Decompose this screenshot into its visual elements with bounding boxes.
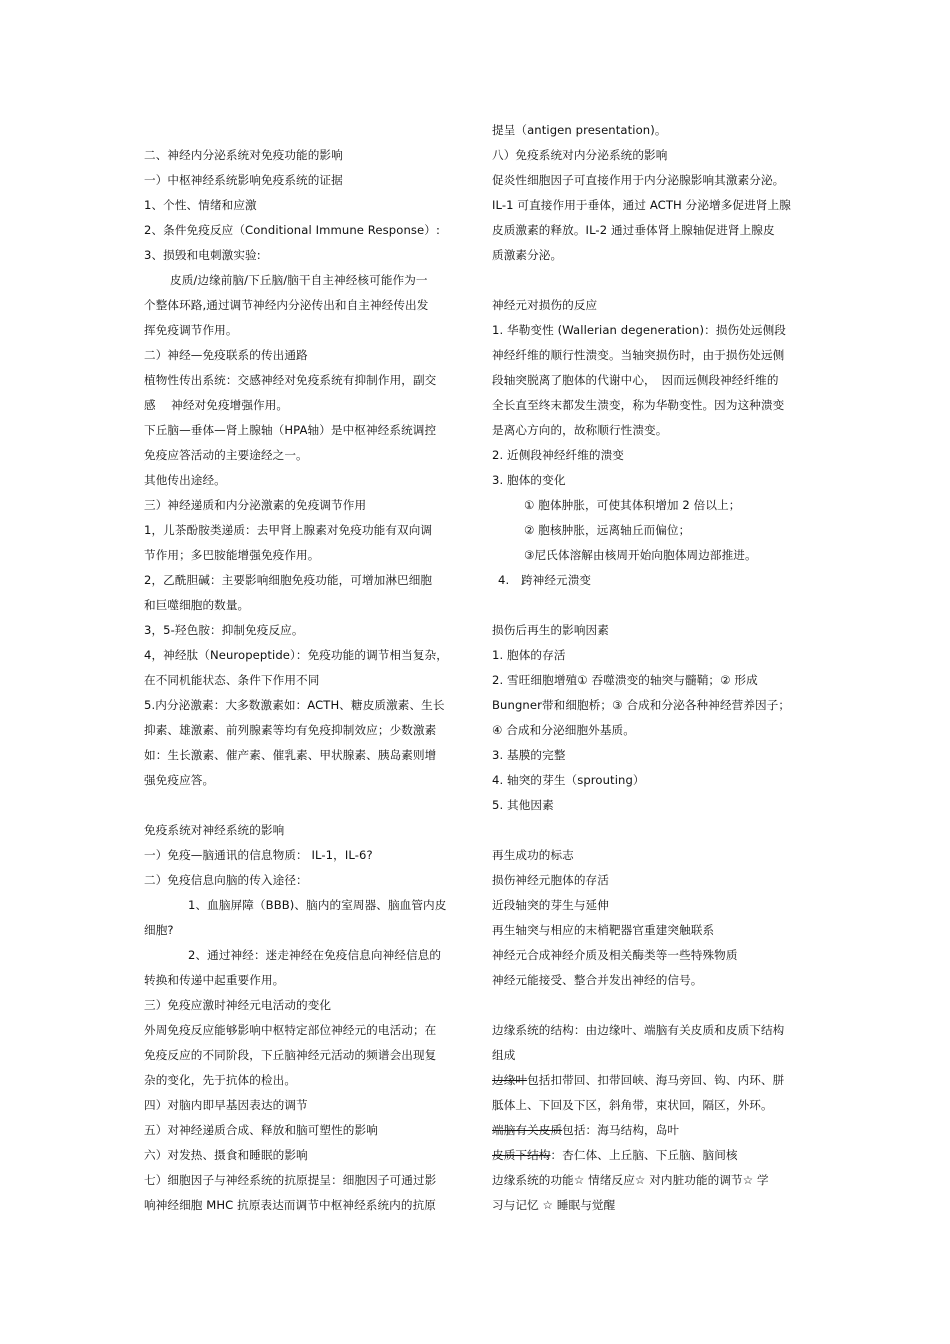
blank-line — [492, 818, 810, 843]
text-line: 抑素、雄激素、前列腺素等均有免疫抑制效应；少数激素 — [144, 723, 437, 737]
subsection-heading: 二）神经—免疫联系的传出通路 — [144, 348, 308, 362]
text-line: 响神经细胞 MHC 抗原表达而调节中枢神经系统内的抗原 — [144, 1198, 436, 1212]
text-line: ③尼氏体溶解由核周开始向胞体周边部推进。 — [524, 548, 757, 562]
text-line: 4. 跨神经元溃变 — [498, 573, 592, 587]
text-line: 外周免疫反应能够影响中枢特定部位神经元的电活动；在 — [144, 1023, 437, 1037]
text-line — [492, 1143, 810, 1168]
subsection-heading: 一）中枢神经系统影响免疫系统的证据 — [144, 173, 343, 187]
text-line: 3. 基膜的完整 — [492, 748, 566, 762]
text-line: 1、血脑屏障（BBB)、脑内的室周器、脑血管内皮 — [188, 898, 447, 912]
text-line: 杂的变化，先于抗体的检出。 — [144, 1073, 297, 1087]
right-column — [492, 118, 810, 1218]
text-line: Bungner带和细胞桥；③ 合成和分泌各种神经营养因子； — [492, 698, 791, 712]
subsection-heading: 七）细胞因子与神经系统的抗原提呈：细胞因子可通过影 — [144, 1173, 437, 1187]
struck-term: 皮质下结构 — [492, 1148, 551, 1162]
text-line: 节作用；多巴胺能增强免疫作用。 — [144, 548, 320, 562]
text-line: ④ 合成和分泌细胞外基质。 — [492, 723, 635, 737]
subsection-heading: 四）对脑内即早基因表达的调节 — [144, 1098, 308, 1112]
blank-line — [492, 993, 810, 1018]
text-line: 2. 雪旺细胞增殖① 吞噬溃变的轴突与髓鞘；② 形成 — [492, 673, 758, 687]
text-line: 神经纤维的顺行性溃变。当轴突损伤时，由于损伤处远侧 — [492, 348, 785, 362]
text-line: 和巨噬细胞的数量。 — [144, 598, 250, 612]
blank-line — [144, 793, 462, 818]
text-line: 强免疫应答。 — [144, 773, 215, 787]
blank-line — [492, 268, 810, 293]
text-line: 1. 华勒变性 (Wallerian degeneration)：损伤处远侧段 — [492, 323, 786, 337]
text-line: 个整体环路,通过调节神经内分泌传出和自主神经传出发 — [144, 298, 429, 312]
text-line: 转换和传递中起重要作用。 — [144, 973, 285, 987]
text-line: 促炎性细胞因子可直接作用于内分泌腺影响其激素分泌。 — [492, 173, 785, 187]
text-line: 3，5-羟色胺：抑制免疫反应。 — [144, 623, 304, 637]
subsection-heading: 二）免疫信息向脑的传入途径： — [144, 873, 308, 887]
text-line: 边缘系统的结构：由边缘叶、端脑有关皮质和皮质下结构 — [492, 1023, 785, 1037]
text-line: 神经元合成神经介质及相关酶类等一些特殊物质 — [492, 948, 738, 962]
struck-term: 端脑有关皮质 — [492, 1123, 563, 1137]
subsection-heading: 六）对发热、摄食和睡眠的影响 — [144, 1148, 308, 1162]
blank-line — [144, 118, 462, 143]
text-line: 如：生长激素、催产素、催乳素、甲状腺素、胰岛素则增 — [144, 748, 437, 762]
text-line: 植物性传出系统：交感神经对免疫系统有抑制作用，副交 — [144, 373, 437, 387]
text-line: 质激素分泌。 — [492, 248, 563, 262]
text-fragment: 包括：海马结构，岛叶 — [562, 1123, 680, 1137]
text-line: 组成 — [492, 1048, 516, 1062]
text-line: 3. 胞体的变化 — [492, 473, 566, 487]
text-line: 在不同机能状态、条件下作用不同 — [144, 673, 320, 687]
subsection-heading: 一）免疫—脑通讯的信息物质： IL-1，IL-6? — [144, 848, 373, 862]
text-line: 全长直至终末都发生溃变，称为华勒变性。因为这种溃变 — [492, 398, 785, 412]
text-line: 2、通过神经：迷走神经在免疫信息向神经信息的 — [188, 948, 442, 962]
text-line: 2、条件免疫反应（Conditional Immune Response）: — [144, 223, 440, 237]
text-fragment: 包括扣带回、扣带回峡、海马旁回、钩、内环、胼 — [527, 1073, 785, 1087]
text-line: ① 胞体肿胀，可使其体积增加 2 倍以上； — [524, 498, 741, 512]
text-line: 1. 胞体的存活 — [492, 648, 566, 662]
text-line: 段轴突脱离了胞体的代谢中心， 因而远侧段神经纤维的 — [492, 373, 779, 387]
text-line: 感 神经对免疫增强作用。 — [144, 398, 289, 412]
struck-term: 边缘叶 — [492, 1073, 528, 1087]
text-line: 3、损毁和电刺激实验: — [144, 248, 261, 262]
text-line: 习与记忆 ☆ 睡眠与觉醒 — [492, 1198, 616, 1212]
text-line: 1、个性、情绪和应激 — [144, 198, 257, 212]
text-line: 5. 其他因素 — [492, 798, 554, 812]
text-line: 挥免疫调节作用。 — [144, 323, 238, 337]
text-line — [492, 1118, 810, 1143]
text-line: 再生轴突与相应的末梢靶器官重建突触联系 — [492, 923, 715, 937]
blank-line — [492, 593, 810, 618]
text-line: 免疫反应的不同阶段，下丘脑神经元活动的频谱会出现复 — [144, 1048, 437, 1062]
text-line: 损伤神经元胞体的存活 — [492, 873, 609, 887]
section-heading: 再生成功的标志 — [492, 848, 574, 862]
left-column — [144, 118, 462, 1218]
text-line — [492, 1068, 810, 1093]
subsection-heading: 三）免疫应激时神经元电活动的变化 — [144, 998, 332, 1012]
text-line: 皮质/边缘前脑/下丘脑/脑干自主神经核可能作为一 — [170, 273, 428, 287]
text-line: 边缘系统的功能☆ 情绪反应☆ 对内脏功能的调节☆ 学 — [492, 1173, 769, 1187]
text-line: 神经元能接受、整合并发出神经的信号。 — [492, 973, 703, 987]
text-line: 2. 近侧段神经纤维的溃变 — [492, 448, 624, 462]
text-line: 4，神经肽（Neuropeptide）：免疫功能的调节相当复杂， — [144, 648, 448, 662]
text-line: 2，乙酰胆碱：主要影响细胞免疫功能，可增加淋巴细胞 — [144, 573, 433, 587]
subsection-heading: 三）神经递质和内分泌激素的免疫调节作用 — [144, 498, 367, 512]
text-line: 细胞? — [144, 923, 174, 937]
text-line: IL-1 可直接作用于垂体，通过 ACTH 分泌增多促进肾上腺 — [492, 198, 791, 212]
text-line: 其他传出途经。 — [144, 473, 226, 487]
text-line: 胝体上、下回及下区，斜角带，束状回，隔区，外环。 — [492, 1098, 773, 1112]
text-line: 下丘脑—垂体—肾上腺轴（HPA轴）是中枢神经系统调控 — [144, 423, 437, 437]
text-line: 1，儿茶酚胺类递质：去甲肾上腺素对免疫功能有双向调 — [144, 523, 433, 537]
section-heading: 损伤后再生的影响因素 — [492, 623, 609, 637]
text-line: 5.内分泌激素：大多数激素如：ACTH、糖皮质激素、生长 — [144, 698, 445, 712]
text-line: 4. 轴突的芽生（sprouting） — [492, 773, 645, 787]
section-heading: 二、神经内分泌系统对免疫功能的影响 — [144, 148, 343, 162]
text-line: 免疫应答活动的主要途经之一。 — [144, 448, 308, 462]
subsection-heading: 八）免疫系统对内分泌系统的影响 — [492, 148, 668, 162]
text-line: 皮质激素的释放。IL-2 通过垂体肾上腺轴促进肾上腺皮 — [492, 223, 775, 237]
subsection-heading: 五）对神经递质合成、释放和脑可塑性的影响 — [144, 1123, 378, 1137]
text-line: 是离心方向的，故称顺行性溃变。 — [492, 423, 668, 437]
text-line: 近段轴突的芽生与延伸 — [492, 898, 609, 912]
section-heading: 免疫系统对神经系统的影响 — [144, 823, 285, 837]
text-line: ② 胞核肿胀，远离轴丘而偏位； — [524, 523, 691, 537]
text-fragment: ：杏仁体、上丘脑、下丘脑、脑间核 — [550, 1148, 738, 1162]
section-heading: 神经元对损伤的反应 — [492, 298, 598, 312]
text-line: 提呈（antigen presentation)。 — [492, 123, 667, 137]
